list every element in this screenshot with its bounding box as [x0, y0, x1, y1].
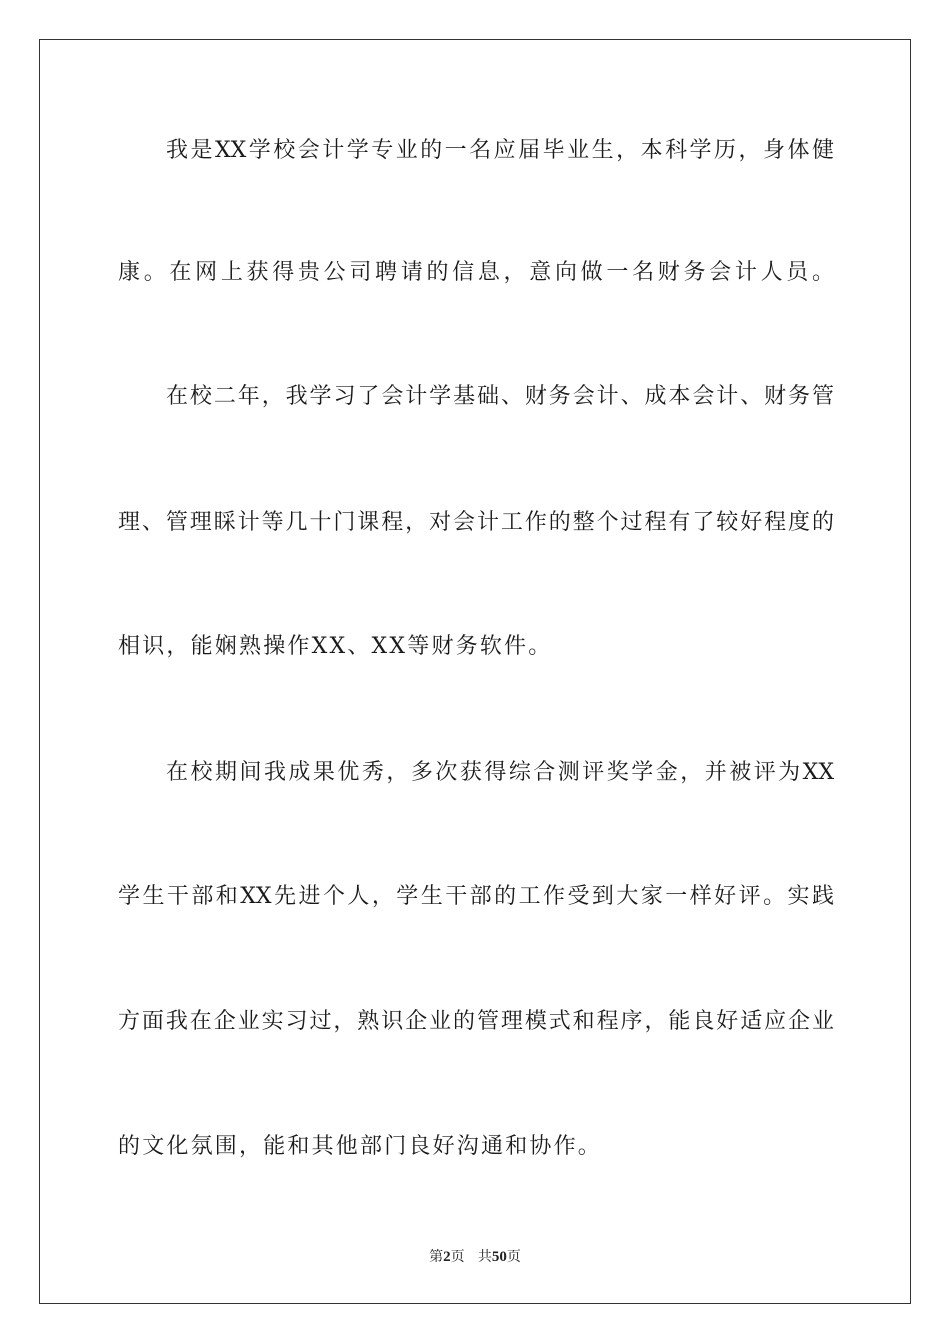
footer-total-suffix: 页: [506, 1249, 521, 1265]
paragraph-2-line-2: 理、管理睬计等几十门课程，对会计工作的整个过程有了较好程度的: [118, 510, 834, 535]
paragraph-2-line-3: 相识，能娴熟操作XX、XX等财务软件。: [118, 634, 553, 659]
paragraph-1-line-1: 我是XX学校会计学专业的一名应届毕业生，本科学历，身体健: [166, 138, 834, 163]
footer-page-prefix: 第: [429, 1249, 444, 1265]
footer-total-pages: 50: [491, 1249, 507, 1265]
paragraph-3-line-3: 方面我在企业实习过，熟识企业的管理模式和程序，能良好适应企业: [118, 1009, 834, 1034]
footer-page-number: 2: [443, 1249, 451, 1265]
footer-page-suffix: 页: [450, 1249, 465, 1265]
footer-total-prefix: 共: [477, 1249, 492, 1265]
page-border: [39, 39, 911, 1304]
paragraph-3-line-1: 在校期间我成果优秀，多次获得综合测评奖学金，并被评为XX: [166, 760, 834, 785]
paragraph-3-line-4: 的文化氛围，能和其他部门良好沟通和协作。: [118, 1134, 603, 1159]
paragraph-2-line-1: 在校二年，我学习了会计学基础、财务会计、成本会计、财务管: [166, 384, 834, 409]
paragraph-3-line-2: 学生干部和XX先进个人，学生干部的工作受到大家一样好评。实践: [118, 884, 834, 909]
paragraph-1-line-2: 康。在网上获得贵公司聘请的信息，意向做一名财务会计人员。: [118, 260, 834, 285]
page-footer: [0, 1248, 950, 1266]
